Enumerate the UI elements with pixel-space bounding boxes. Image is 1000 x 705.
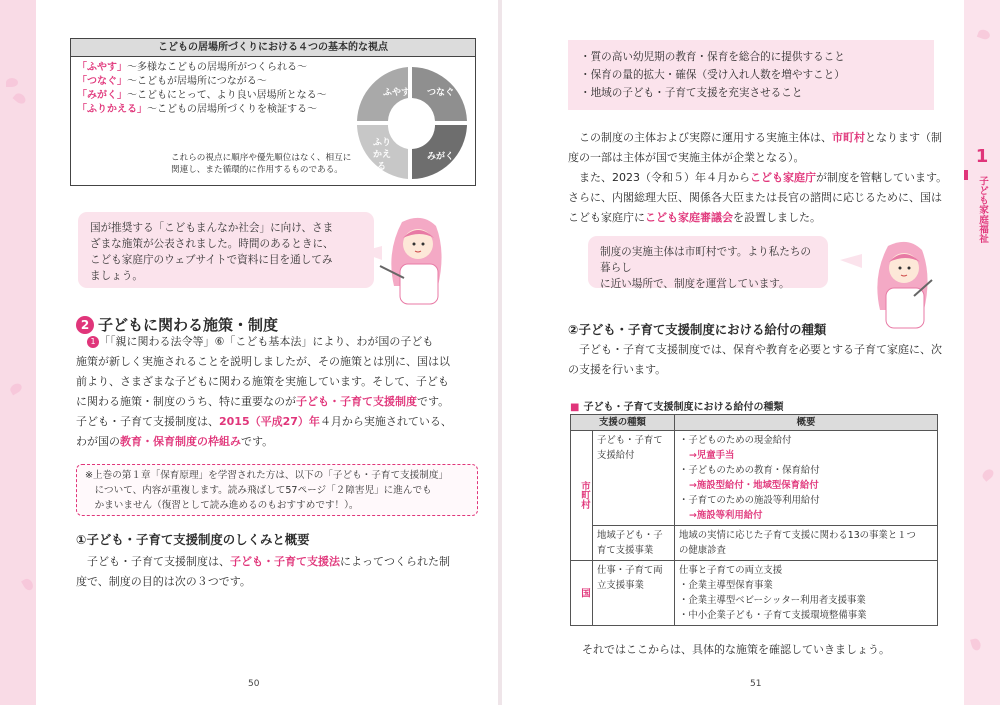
chapter-marker: [964, 170, 968, 180]
body-paragraph: 1 「「親に関わる法令等」⑥「こども基本法」により、わが国の子ども 施策が新しく実施されることを説明しましたが、その施策とは別に、国は以 前より、さまざまな子どもに関わる施策を実施しています。そして、子ども に関わる施策・制度のうち、特に重要なのが子ども・子育て支援制度です。 子ども・子育て支援制度は、2015（平成27）年４月から実施されている、 わが国の教育・保育制度の枠組みです。: [76, 335, 452, 448]
table-header-row: [571, 415, 938, 431]
table-header: 概要: [675, 415, 938, 431]
benefit-table: [570, 414, 938, 626]
cycle-label-fuyasu: ふやす: [383, 88, 411, 98]
page-left: [36, 0, 498, 705]
viewpoint-item: 「ふりかえる」～こどもの居場所づくりを検証する～: [77, 104, 317, 115]
summary-cell: 仕事と子育ての両立支援 ・企業主導型保育事業 ・企業主導型ベビーシッター利用者支援事業 ・中小企業子ども・子育て支援環境整備事業: [675, 561, 938, 626]
summary-cell: ・子どものための現金給付 →児童手当 ・子どものための教育・保育給付 →施設型給付・地域型保育給付 ・子育てのための施設等利用給付 →施設等利用給付: [675, 431, 938, 526]
chapter-number: 1: [975, 146, 989, 167]
section-number-badge: 2: [76, 316, 94, 334]
ref-number-badge: 1: [87, 336, 99, 348]
cycle-label-furikaeru: ふり: [373, 138, 392, 148]
teacher-illustration: [360, 212, 450, 308]
body-paragraph: 子ども・子育て支援制度では、保育や教育を必要とする子育て家庭に、次 の支援を行います。: [568, 343, 942, 376]
type-cell: 子ども・子育て 支援給付: [593, 431, 675, 526]
page-number: 51: [750, 679, 762, 689]
cycle-label-furikaeru: る: [377, 162, 387, 172]
cycle-label-tsunagu: つなぐ: [427, 88, 455, 98]
page-number: 50: [248, 679, 260, 689]
summary-cell: 地域の実情に応じた子育て支援に関わる13の事業と１つ の健康診査: [675, 526, 938, 561]
table-row: [571, 526, 938, 561]
category-cell: 国: [571, 561, 593, 626]
body-paragraph: 子ども・子育て支援制度は、子ども・子育て支援法によってつくられた制 度で、制度の目的は次の３つです。: [76, 555, 450, 588]
table-row: [571, 431, 938, 526]
category-cell: 市町村: [571, 431, 593, 561]
viewpoint-item: 「みがく」～こどもにとって、より良い居場所となる～: [77, 90, 327, 101]
left-margin: [0, 0, 36, 705]
body-paragraph: この制度の主体および実際に運用する実施主体は、市町村となります（制 度の一部は主体が国で実施主体が企業となる）。 また、2023（令和５）年４月からこども家庭庁が制度を管轄しています。 さらに、内閣総理大臣、関係各大臣または長官の諮問に応じるために、国は こども家庭庁にこども家庭審議会を設置しました。: [568, 131, 948, 224]
table-row: [571, 561, 938, 626]
table-header: 支援の種類: [571, 415, 675, 431]
goals-box: ・質の高い幼児期の教育・保育を総合的に提供すること ・保育の量的拡大・確保（受け入れ人数を増やすこと） ・地域の子ども・子育て支援を充実させること: [568, 40, 934, 110]
viewpoints-title: こどもの居場所づくりにおける４つの基本的な視点: [71, 39, 475, 57]
petal-decoration: [6, 78, 18, 87]
square-marker-icon: ■: [570, 402, 580, 413]
chapter-label: 子ども家庭福祉: [977, 176, 988, 244]
viewpoints-note: これらの視点に順序や優先順位はなく、相互に 関連し、また循環的に作用するものである。: [171, 153, 352, 175]
teacher-illustration: [840, 236, 940, 332]
type-cell: 仕事・子育て両 立支援事業: [593, 561, 675, 626]
page-right: [502, 0, 964, 705]
speech-bubble: 制度の実施主体は市町村です。より私たちの暮らし に近い場所で、制度を運営しています。: [588, 236, 828, 288]
table-title: ■ 子ども・子育て支援制度における給付の種類: [570, 402, 784, 413]
chapter-tab: [964, 0, 1000, 705]
speech-bubble: 国が推奨する「こどもまんなか社会」に向け、さま ざまな施策が公表されました。時間のあるときに、 こども家庭庁のウェブサイトで資料に目を通してみ ましょう。: [78, 212, 374, 288]
viewpoint-item: 「つなぐ」～こどもが居場所につながる～: [77, 76, 267, 87]
note-box: ※上巻の第１章「保育原理」を学習された方は、以下の「子ども・子育て支援制度」 について、内容が重複します。読み飛ばして57ページ「２障害児」に進んでも かまいません（復習として読み進めるのもおすすめです！）。: [76, 464, 478, 516]
body-paragraph: それではここからは、具体的な施策を確認していきましょう。: [582, 643, 890, 656]
type-cell: 地域子ども・子 育て支援事業: [593, 526, 675, 561]
section-heading: 2 子どもに関わる施策・制度: [76, 314, 278, 335]
cycle-label-migaku: みがく: [427, 152, 455, 162]
sub-heading: ①子ども・子育て支援制度のしくみと概要: [76, 532, 310, 547]
viewpoints-box: [70, 38, 476, 186]
cycle-diagram: [353, 61, 471, 185]
cycle-label-furikaeru: かえ: [373, 150, 392, 160]
sub-heading: ②子ども・子育て支援制度における給付の種類: [568, 322, 827, 337]
viewpoint-item: 「ふやす」～多様なこどもの居場所がつくられる～: [77, 62, 307, 73]
